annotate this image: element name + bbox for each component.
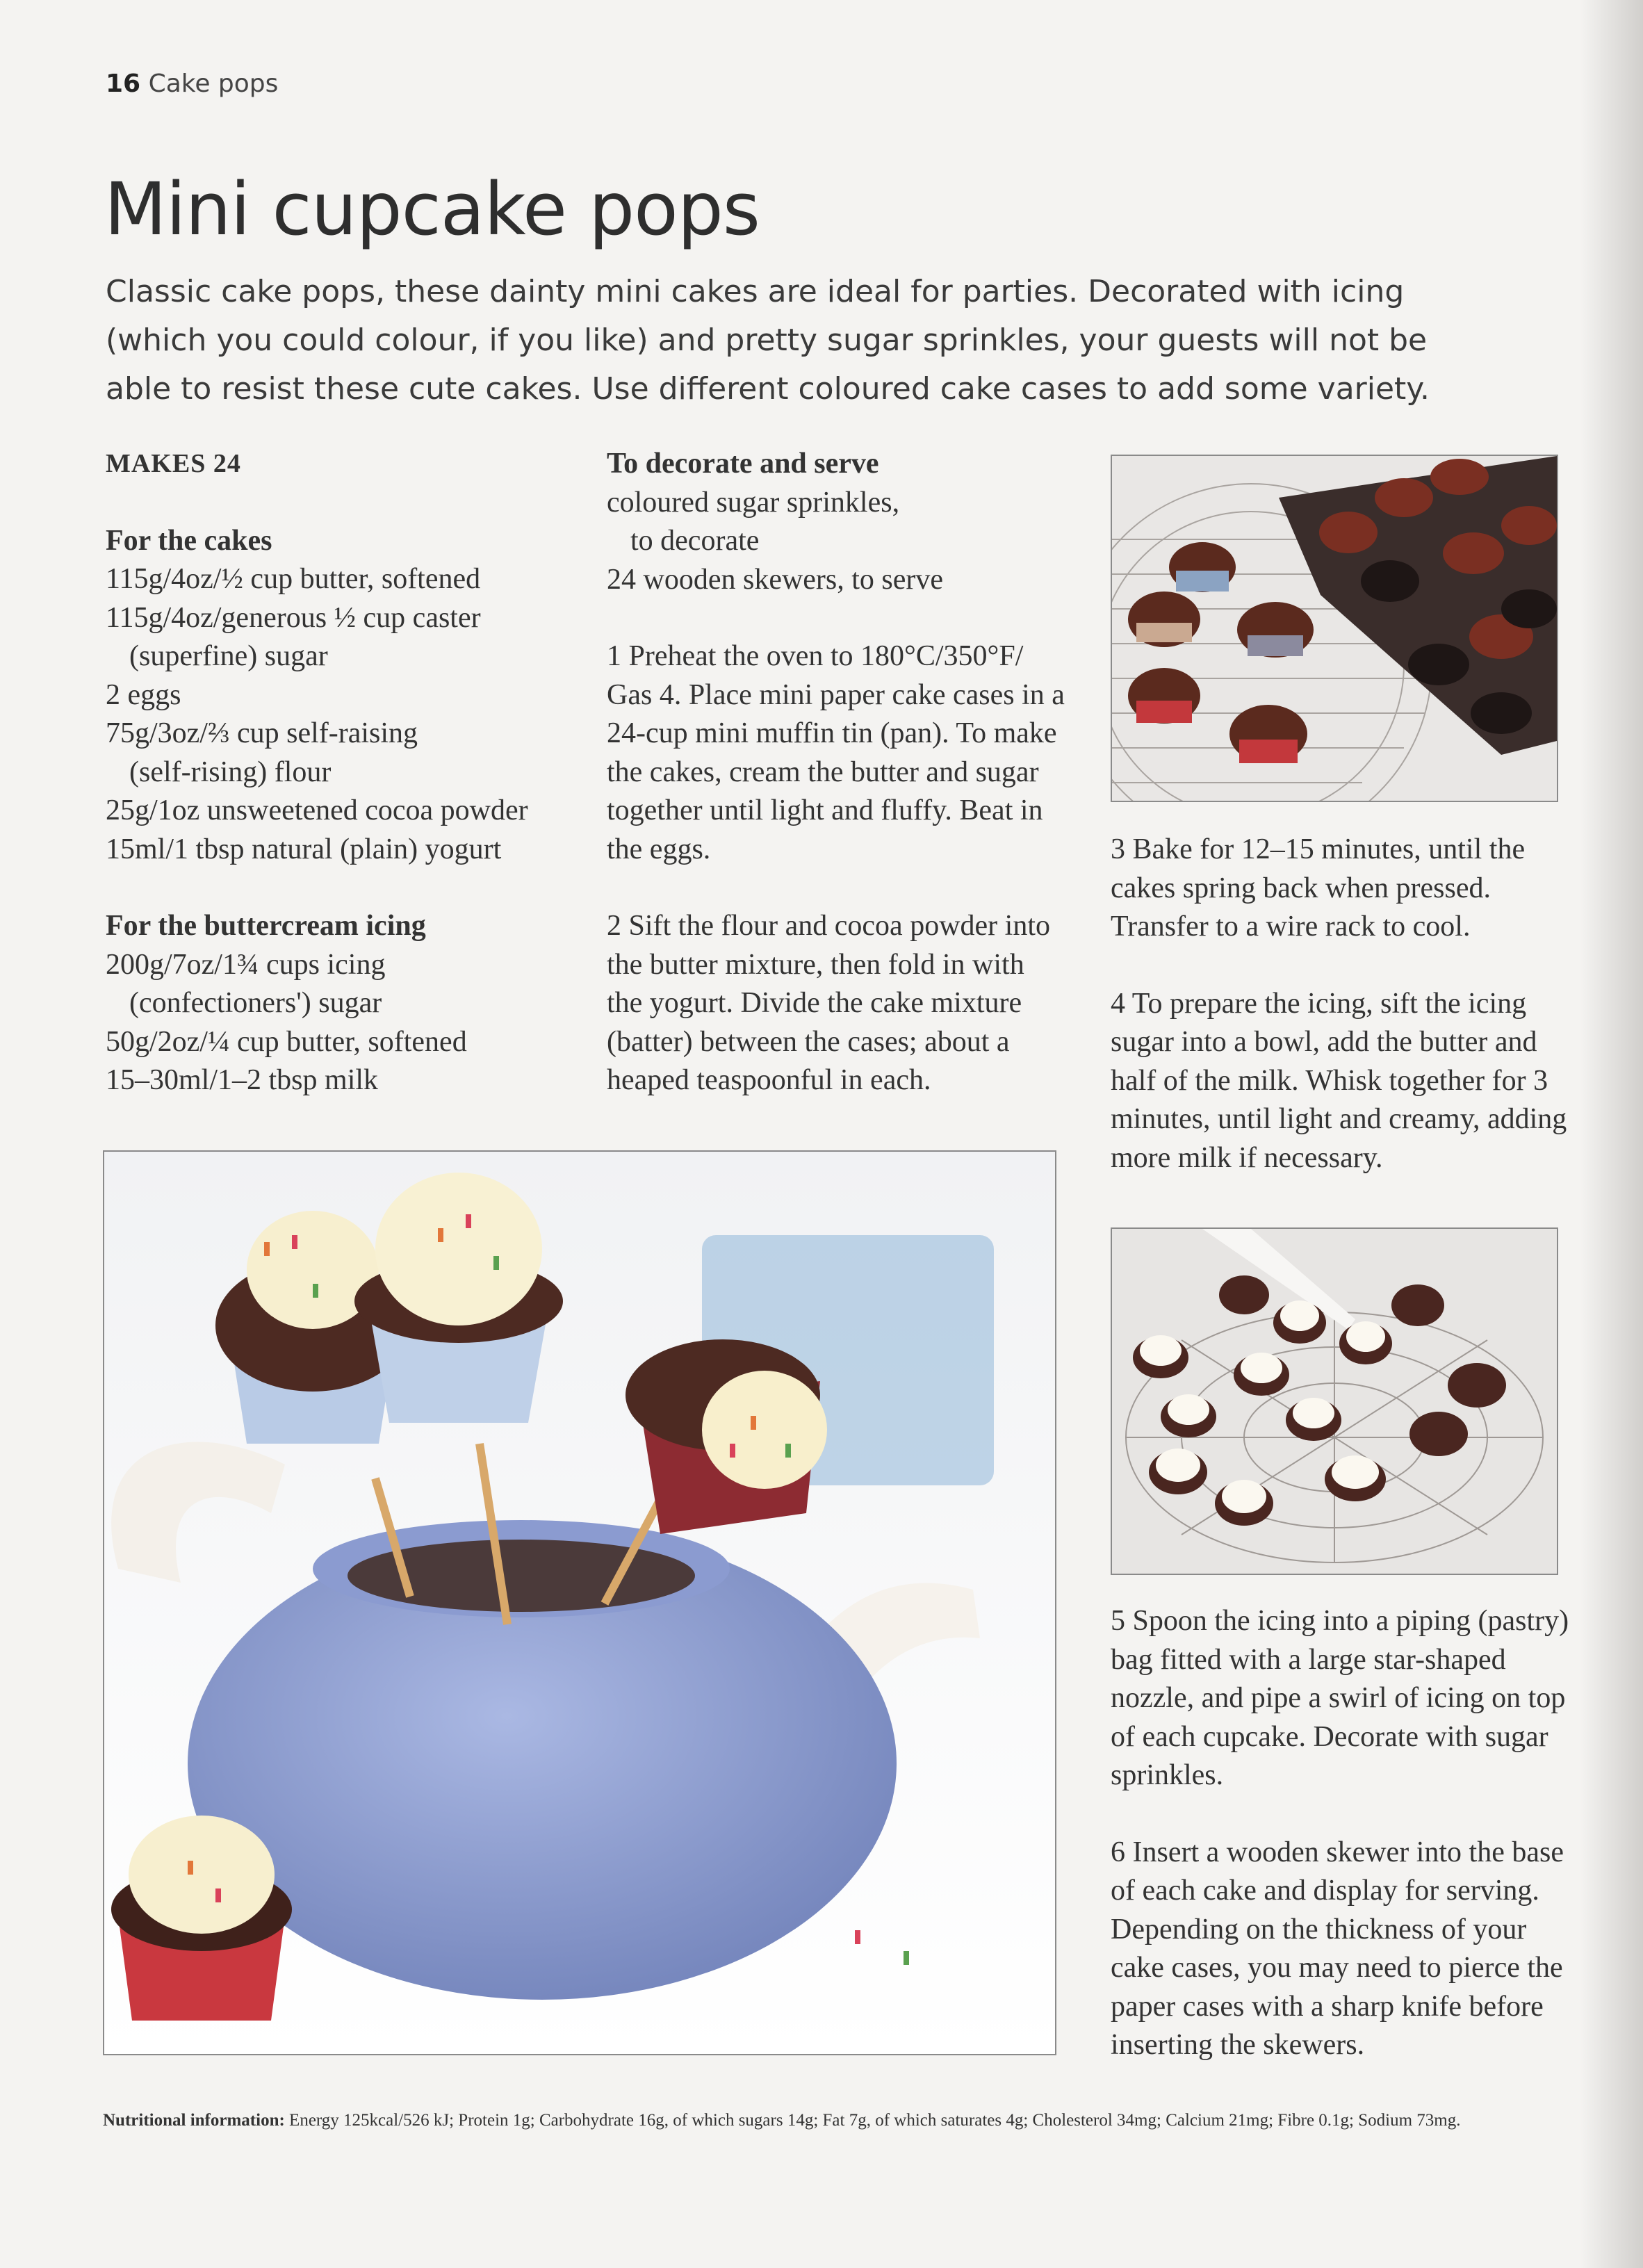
- ingredient-line: (self-rising) flour: [129, 756, 332, 788]
- ingredient-line: 25g/1oz unsweetened cocoa powder: [106, 794, 528, 826]
- method-step: [1111, 1834, 1569, 2065]
- method-step: [1111, 985, 1569, 1178]
- ingredient-line: (superfine) sugar: [129, 640, 328, 672]
- ingredient-line: 15ml/1 tbsp natural (plain) yogurt: [106, 833, 502, 865]
- yield: MAKES 24: [106, 449, 241, 478]
- step-text: To prepare the icing, sift the icing sugar into a bowl, add the butter and half of the milk. Whisk together for 3 minutes, until light and creamy, adding more milk if necessary.: [1111, 987, 1567, 1174]
- muffin-tin-photo: [1111, 455, 1558, 802]
- nutrition-info: [103, 2111, 1461, 2130]
- method-step: [607, 637, 1065, 869]
- ingredients-column: [106, 445, 578, 1100]
- running-head: [106, 70, 278, 98]
- step-number: 2: [607, 910, 621, 942]
- buttercream-heading: For the buttercream icing: [106, 910, 426, 942]
- ingredient-line: 50g/2oz/¼ cup butter, softened: [106, 1025, 467, 1058]
- step-text: Bake for 12–15 minutes, until the cakes spring back when pressed. Transfer to a wire rack to cool.: [1111, 833, 1526, 943]
- cakes-heading: For the cakes: [106, 524, 272, 557]
- section-name: Cake pops: [148, 70, 279, 98]
- method-column-2: [1111, 831, 1569, 1177]
- method-step: [607, 907, 1065, 1100]
- step-text: Insert a wooden skewer into the base of each cake and display for serving. Depending on the thickness of your cake cases, you may need to pierce the paper cases with a sharp knife before inserting the skewers.: [1111, 1836, 1564, 2061]
- step-text: Preheat the oven to 180°C/350°F/ Gas 4. Place mini paper cake cases in a 24-cup mini muffin tin (pan). To make the cakes, cream the butter and sugar together until light and fluffy. Beat in the eggs.: [607, 640, 1065, 865]
- ingredient-line: 115g/4oz/generous ½ cup caster: [106, 601, 481, 634]
- step-number: 6: [1111, 1836, 1125, 1868]
- step-number: 1: [607, 640, 621, 672]
- ingredient-line: coloured sugar sprinkles,: [607, 486, 900, 519]
- decorate-heading: To decorate and serve: [607, 448, 879, 480]
- step-text: Spoon the icing into a piping (pastry) bag fitted with a large star-shaped nozzle, and pipe a swirl of icing on top of each cupcake. Decorate with sugar sprinkles.: [1111, 1605, 1569, 1791]
- nutrition-text: Energy 125kcal/526 kJ; Protein 1g; Carbohydrate 16g, of which sugars 14g; Fat 7g, of which saturates 4g; Cholesterol 34mg; Calcium 21mg; Fibre 0.1g; Sodium 73mg.: [289, 2111, 1461, 2130]
- recipe-intro: Classic cake pops, these dainty mini cakes are ideal for parties. Decorated with icing (which you could colour, if you like) and pretty sugar sprinkles, your guests will not be able to resist these cute cakes. Use different coloured cake cases to add some variety.: [106, 274, 1430, 407]
- piping-icing-photo: [1111, 1227, 1558, 1575]
- ingredient-line: 75g/3oz/⅔ cup self-raising: [106, 717, 418, 749]
- ingredient-line: 115g/4oz/½ cup butter, softened: [106, 563, 481, 595]
- ingredient-line: (confectioners') sugar: [129, 987, 382, 1019]
- method-column-1: [607, 445, 1065, 1100]
- method-column-3: [1111, 1602, 1569, 2065]
- step-number: 3: [1111, 833, 1125, 865]
- page-edge-shadow: [1580, 0, 1643, 2268]
- ingredient-line: 24 wooden skewers, to serve: [607, 563, 944, 596]
- step-text: Sift the flour and cocoa powder into the butter mixture, then fold in with the yogurt. Divide the cake mixture (batter) between the cases; about a heaped teaspoonful in each.: [607, 910, 1050, 1096]
- page-number: 16: [106, 70, 141, 98]
- recipe-title: Mini cupcake pops: [104, 167, 760, 252]
- cupcake-pops-photo: [103, 1150, 1056, 2055]
- ingredient-line: 200g/7oz/1¾ cups icing: [106, 948, 386, 981]
- nutrition-label: Nutritional information:: [103, 2111, 285, 2130]
- ingredient-line: 15–30ml/1–2 tbsp milk: [106, 1064, 379, 1096]
- step-number: 4: [1111, 987, 1125, 1020]
- ingredient-line: 2 eggs: [106, 678, 181, 711]
- step-number: 5: [1111, 1605, 1125, 1637]
- method-step: [1111, 831, 1569, 947]
- ingredient-line: to decorate: [630, 525, 760, 557]
- method-step: [1111, 1602, 1569, 1795]
